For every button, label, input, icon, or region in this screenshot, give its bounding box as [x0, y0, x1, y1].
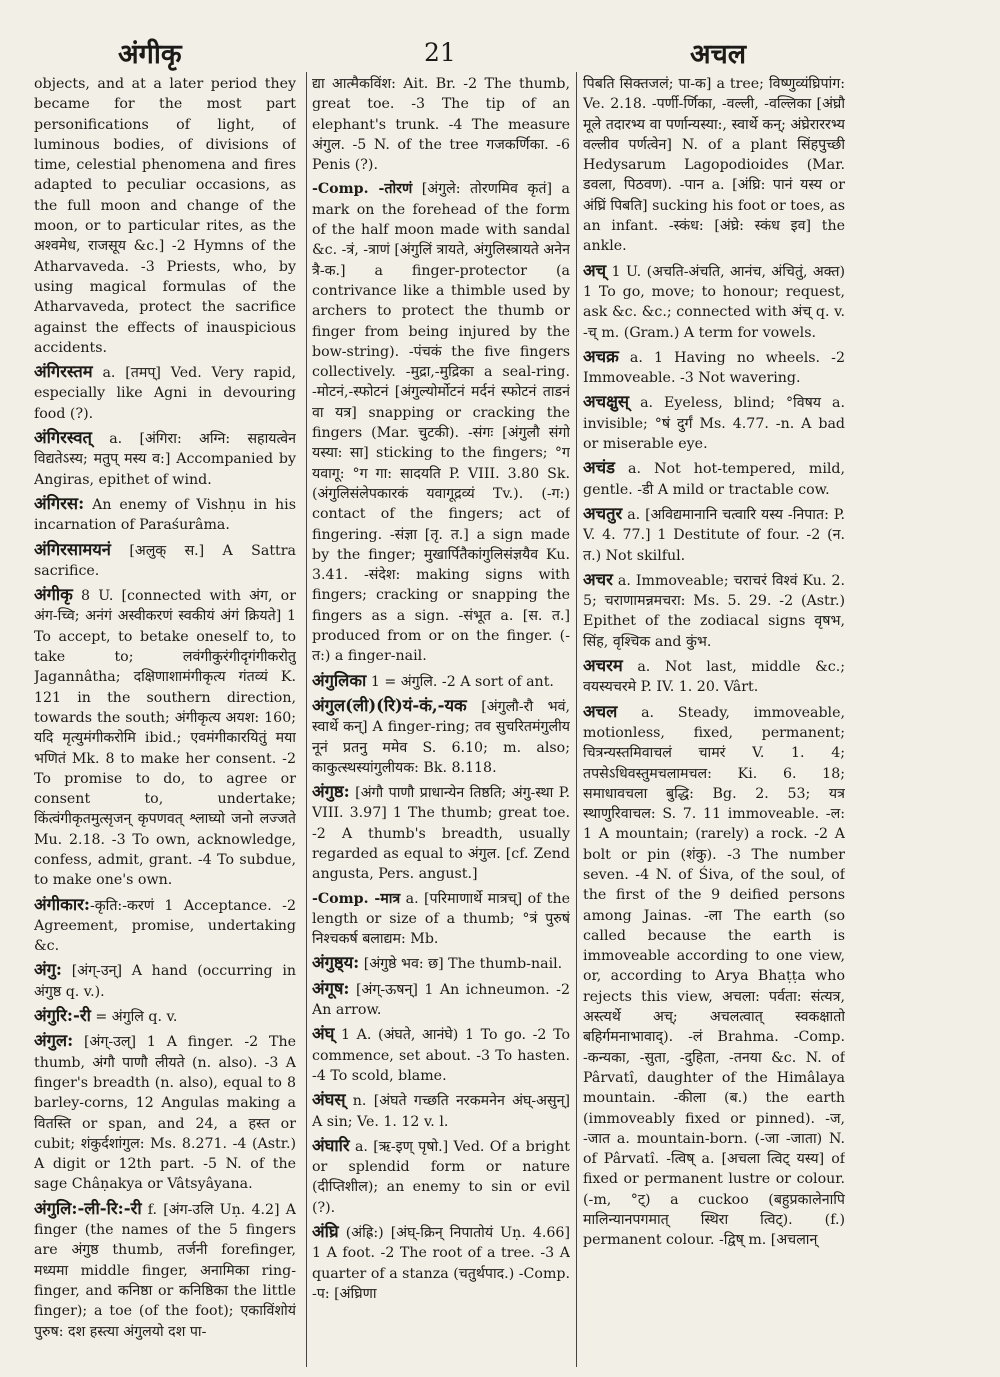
entry-headword: अंगीकृ: [34, 585, 73, 605]
entry-definition: (अंह्रि:) [अंघ्-क्रिन् निपातोयं Uṇ. 4.66] 1 A foot. -2 The root of a tree. -3 A quarter of a stanza (चतुर्थपाद.) -Comp. -प: [अंघ्रिणा: [312, 1225, 570, 1302]
entry-definition: An enemy of Vishṇu in his incarnation of Paraśurâma.: [34, 496, 296, 534]
dictionary-entry: [34, 540, 296, 582]
dictionary-entry: [312, 74, 570, 175]
entry-definition: a. [तमप्] Ved. Very rapid, especially like Agni in devouring food (?).: [34, 365, 296, 422]
dictionary-entry: [583, 570, 845, 652]
dictionary-entry: [34, 362, 296, 424]
entry-headword: अच्: [583, 260, 607, 280]
dictionary-entry: [312, 179, 570, 666]
entry-definition: 1 U. (अचति-अंचति, आनंच, अंचितुं, अक्त) 1 To go, move; to honour; request, ask &c. &c.; connected with अंच् q. v. -च् m. (Gram.) A term for vowels.: [583, 263, 845, 341]
entry-definition: f. [अंग-उलि Uṇ. 4.2] A finger (the names of the 5 fingers are अंगुष्ठ thumb, तर्जनी forefinger, मध्यमा middle finger, अनामिका ring-finger, and कनिष्ठा or कनिष्ठिका the little finger); a toe (of the foot); एकाविंशोयं पुरुष: दश हस्त्या अंगुलयो दश पा-: [34, 1201, 296, 1340]
compound-marker: -Comp. -मात्र: [312, 890, 401, 907]
dictionary-entry: [312, 1222, 570, 1304]
entry-definition: 1 A. (अंघते, आनंघे) 1 To go. -2 To commence, set about. -3 To hasten. -4 To scold, blame.: [312, 1027, 570, 1084]
dictionary-entry: [34, 1006, 296, 1027]
entry-headword: अंगिरस्तम: [34, 362, 93, 382]
entry-headword: अंघारि: [312, 1135, 350, 1155]
column-right: [583, 74, 845, 1369]
entry-headword: अंगिरस्वत्: [34, 428, 92, 448]
entry-definition: [अंग्-उल्] 1 A finger. -2 The thumb, अंगौ पाणौ लीयते (n. also). -3 A finger's breadth (n. also), equal to 8 barley-corns, 12 Angulas making a वितस्ति or span, and 24, a हस्त or cubit; शंकुर्दशांगुल: Ms. 8.271. -4 (Astr.) A digit or 12th part. -5 N. of the sage Châṇakya or Vâtsyâyana.: [34, 1034, 296, 1193]
entry-headword: अंघ्: [312, 1024, 335, 1044]
entry-definition: [अलुक् स.] A Sattra sacrifice.: [34, 542, 296, 579]
entry-headword: अंघस्: [312, 1090, 346, 1110]
dictionary-entry: [583, 392, 845, 454]
entry-headword: अचक्र: [583, 346, 619, 366]
dictionary-entry: [312, 1136, 570, 1218]
dictionary-entry: [34, 494, 296, 536]
dictionary-entry: [312, 889, 570, 950]
entry-headword: अंगिरसामयनं: [34, 539, 111, 559]
dictionary-entry: [34, 1031, 296, 1194]
entry-headword: अंगु:: [34, 960, 62, 980]
compound-marker: -Comp. -तोरणं: [312, 181, 413, 198]
entry-definition: a. [अविद्यमानानि चत्वारि यस्य -निपात: P. V. 4. 77.] 1 Destitute of four. -2 (न. त.) Not skilful.: [583, 506, 845, 564]
entry-definition: a. [परिमाणार्थे मात्रच्] of the length or size of a thumb; °त्रं पुरुषं निश्चकर्ष बलाद्यम: Mb.: [312, 890, 570, 948]
dictionary-entry: [312, 696, 570, 778]
entry-definition: -कृति:-करणं 1 Acceptance. -2 Agreement, promise, undertaking &c.: [34, 897, 296, 955]
left-running-headword: अंगीकृ: [118, 39, 182, 70]
entry-definition: a. 1 Having no wheels. -2 Immoveable. -3 Not wavering.: [583, 349, 845, 387]
column-divider: [576, 72, 577, 1367]
right-running-headword: अचल: [690, 39, 747, 70]
dictionary-entry: [583, 261, 845, 343]
dictionary-entry: [34, 960, 296, 1002]
dictionary-entry: [583, 702, 845, 1251]
dictionary-entry: [312, 979, 570, 1021]
entry-definition: पिबति सिक्तजलं; पा-क] a tree; विष्णुव्यंघ्रिपांग: Ve. 2.18. -पर्णी-र्णिका, -वल्ली, -वल्लिका [अंघ्रौ मूले तदारभ्य वा पर्णान्यस्या:, स्वार्थे कन्; अंघ्रेराररभ्य वल्लीव पर्णत्वेन] N. of a plant सिंहपुच्छी Hedysarum Lagopodioides (Mar. डवला, पिठवण). -पान a. [अंघ्रि: पानं यस्य or अंघ्रिं पिबति] sucking his foot or toes, as an infant. -स्कंध: [अंघ्रे: स्कंध इव] the ankle.: [583, 76, 845, 255]
page-header: [0, 34, 1000, 74]
entry-headword: अचक्षुस्: [583, 392, 630, 412]
dictionary-entry: [583, 504, 845, 566]
dictionary-entry: [312, 671, 570, 692]
entry-headword: अंगीकार:: [34, 894, 90, 914]
dictionary-entry: [312, 782, 570, 884]
entry-definition: a. Eyeless, blind; °विषय a. invisible; °षं दुर्गं Ms. 4.77. -n. A bad or miserable eye.: [583, 395, 845, 453]
entry-definition: = अंगुलि q. v.: [90, 1009, 178, 1026]
entry-definition: [अंग्-ऊषन्] 1 An ichneumon. -2 An arrow.: [312, 981, 570, 1019]
entry-headword: अंगुरि:-री: [34, 1006, 91, 1026]
dictionary-entry: [34, 74, 296, 358]
entry-headword: अंगुलि:-ली-रि:-री: [34, 1198, 142, 1218]
dictionary-entry: [34, 1199, 296, 1342]
entry-definition: [अंग्-उन्] A hand (occurring in अंगुष्ठ q. v.).: [34, 963, 296, 1000]
column-left: [34, 74, 296, 1369]
entry-definition: [अंगुष्ठे भव: छ] The thumb-nail.: [359, 956, 563, 973]
entry-definition: a. Immoveable; चराचरं विश्वं Ku. 2. 5; चराणामन्नमचरा: Ms. 5. 29. -2 (Astr.) Epithet of the zodiacal signs वृषभ, सिंह, वृश्चिक and कुंभ.: [583, 572, 845, 650]
entry-headword: अंगुष्ठ्य:: [312, 953, 360, 973]
entry-definition: [अंगुलौ-रौ भवं, स्वार्थे कन्] A finger-ring; तव सुचरितमंगुलीय नूनं प्रतनु ममेव S. 6.10; m. also; काकुत्स्थस्यांगुलीयक: Bk. 8.118.: [312, 698, 570, 776]
entry-definition: a. Steady, immoveable, motionless, fixed, permanent; चित्रन्यस्तमिवाचलं चामरं V. 1. 4; तपसेऽधिवस्तुमचलामचल: Ki. 6. 18; समाधावचला बुद्धि: Bg. 2. 53; यत्र स्थाणुरिवाचल: S. 7. 11 immoveable. -ल: 1 A mountain; (rarely) a rock. -2 A bolt or pin (शंकु). -3 The number seven. -4 N. of Śiva, of the soul, of the first of the 9 deified persons among Jainas. -ला The earth (so called because the earth is immoveable according to one view, or, according to Arya Bhaṭṭa who rejects this view, अचला: पर्वता: संत्यत्र, अस्त्यर्थे अच्; अचलत्वात् स्वकक्षातो बहिर्गमनाभावाद्). -लं Brahma. -Comp. -कन्यका, -सुता, -दुहिता, -तनया &c. N. of Pârvatî, daughter of the Himâlaya mountain. -कीला (ब.) the earth (immoveably fixed or pinned). -ज, -जात a. mountain-born. (-जा -जाता) N. of Pârvatî. -त्विष् a. [अचला त्विट् यस्य] of fixed or permanent lustre or colour. (-m, °ट्) a cuckoo (बहुप्रकालेनापि मालिन्यानपगमात् स्थिरा त्विट्). (f.) permanent colour. -द्विष् m. [अचलान्: [583, 704, 845, 1249]
dictionary-entry: [312, 1090, 570, 1132]
dictionary-entry: [583, 347, 845, 389]
entry-definition: n. [अंघते गच्छति नरकमनेन अंघ्-असुन्] A sin; Ve. 1. 12 v. l.: [312, 1093, 570, 1130]
entry-headword: अंघ्रि: [312, 1222, 339, 1242]
dictionary-entry: [583, 74, 845, 257]
entry-headword: अंगुलिका: [312, 670, 367, 690]
entry-headword: अंगूष:: [312, 978, 350, 998]
dictionary-entry: [34, 895, 296, 957]
entry-definition: a. [अंगिरा: अग्नि: सहायत्वेन विद्यतेऽस्य; मतुप् मस्य व:] Accompanied by Angiras, epithet of wind.: [34, 431, 296, 488]
entry-definition: [अंगौ पाणौ प्राधान्येन तिष्ठति; अंगु-स्था P. VIII. 3.97] 1 The thumb; great toe. -2 A thumb's breadth, usually regarded as equal to अंगुल. [cf. Zend angusta, Pers. angust.]: [312, 785, 570, 883]
entry-definition: a. [ऋ-इण् पृषो.] Ved. Of a bright or splendid form or nature (दीप्तिशील); an enemy to sin or evil (?).: [312, 1138, 570, 1216]
dictionary-entry: [34, 585, 296, 890]
entry-definition: a. Not hot-tempered, mild, gentle. -डी A mild or tractable cow.: [583, 461, 845, 498]
column-divider: [306, 72, 307, 1367]
entry-headword: अचल: [583, 701, 618, 721]
dictionary-entry: [583, 656, 845, 698]
entry-definition: objects, and at a later period they became for the most part personifications of light, of luminous bodies, of divisions of time, celestial phenomena and fires adapted to peculiar occasions, as the full moon and change of the moon, or to particular rites, as the अश्वमेध, राजसूय &c.] -2 Hymns of the Atharvaveda. -3 Priests, who, by using magical formulas of the Atharvaveda, protect the sacrifice against the effects of inauspicious accidents.: [34, 76, 296, 356]
entry-headword: अंगुल(ली)(रि)यं-कं,-यक: [312, 695, 467, 715]
entry-headword: अंगुष्ठ:: [312, 782, 350, 802]
entry-headword: अंगिरस:: [34, 493, 85, 513]
dictionary-entry: [312, 1024, 570, 1086]
entry-definition: 8 U. [connected with अंग, or अंग-च्वि; अनंगं अस्वीकरणं स्वकीयं अंगं क्रियते] 1 To accept, to betake oneself to, to take to; लवंगीकुरंगीदृगंगीकरोतु Jagannâtha; दक्षिणाशामंगीकृत्य गंतव्यं K. 121 in the southern direction, towards the south; अंगीकृत्य अयश: 160; यदि मृत्युमंगीकरोमि ibid.; एवमंगीकारयितुं मया भणितं Mk. 8 to make her consent. -2 To promise to do, to agree or consent to, undertake; किंत्वंगीकृतमुत्सृजन् कृपणवत् श्लाघ्यो जनो लज्जते Mu. 2.18. -3 To own, acknowledge, confess, admit, grant. -4 To subdue, to make one's own.: [34, 588, 296, 889]
entry-headword: अचंड: [583, 458, 615, 478]
entry-headword: अचतुर: [583, 503, 623, 523]
entry-definition: 1 = अंगुलि. -2 A sort of ant.: [366, 673, 554, 690]
dictionary-entry: [34, 428, 296, 490]
entry-definition: [अंगुले: तोरणमिव कृतं] a mark on the forehead of the form of the half moon made with sandal &c. -त्रं, -त्राणं [अंगुलिं त्रायते, अंगुलिस्त्रायते अनेन त्रै-क.] a finger-protector (a contrivance like a thimble used by archers to protect the thumb or finger from being injured by the bow-string). -पंचकं the five fingers collectively. -मुद्रा,-मुद्रिका a seal-ring. -मोटनं,-स्फोटनं [अंगुल्योर्मोटनं मर्दनं स्फोटनं ताडनं वा यत्र] snapping or cracking the fingers (Mar. चुटकी). -संगः [अंगुलौ संगो यस्या: सा] sticking to the fingers; °ग यवागू: °ग गा: सादयति P. VIII. 3.80 Sk. (अंगुलिसंलेपकारकं यवागूद्रव्यं Tv.). (-ग:) contact of the fingers; act of fingering. -संज्ञा [तृ. त.] a sign made by the finger; मुखार्पितैकांगुलिसंज्ञयैव Ku. 3.41. -संदेश: making signs with fingers; cracking or snapping the fingers as a sign. -संभूत a. [स. त.] produced from or on the finger. (-त:) a finger-nail.: [312, 181, 570, 665]
column-middle: [312, 74, 570, 1369]
entry-definition: द्या आत्मैकविंश: Ait. Br. -2 The thumb, great toe. -3 The tip of an elephant's trunk. -4 The measure अंगुल. -5 N. of the tree गजकर्णिका. -6 Penis (?).: [312, 76, 570, 174]
dictionary-entry: [583, 458, 845, 500]
entry-definition: a. Not last, middle &c.; वयस्यचरमे P. IV. 1. 20. Vârt.: [583, 659, 845, 696]
page-number: 21: [424, 38, 456, 67]
entry-headword: अंगुल:: [34, 1031, 74, 1051]
entry-headword: अचर: [583, 569, 613, 589]
entry-headword: अचरम: [583, 656, 623, 676]
dictionary-entry: [312, 953, 570, 974]
